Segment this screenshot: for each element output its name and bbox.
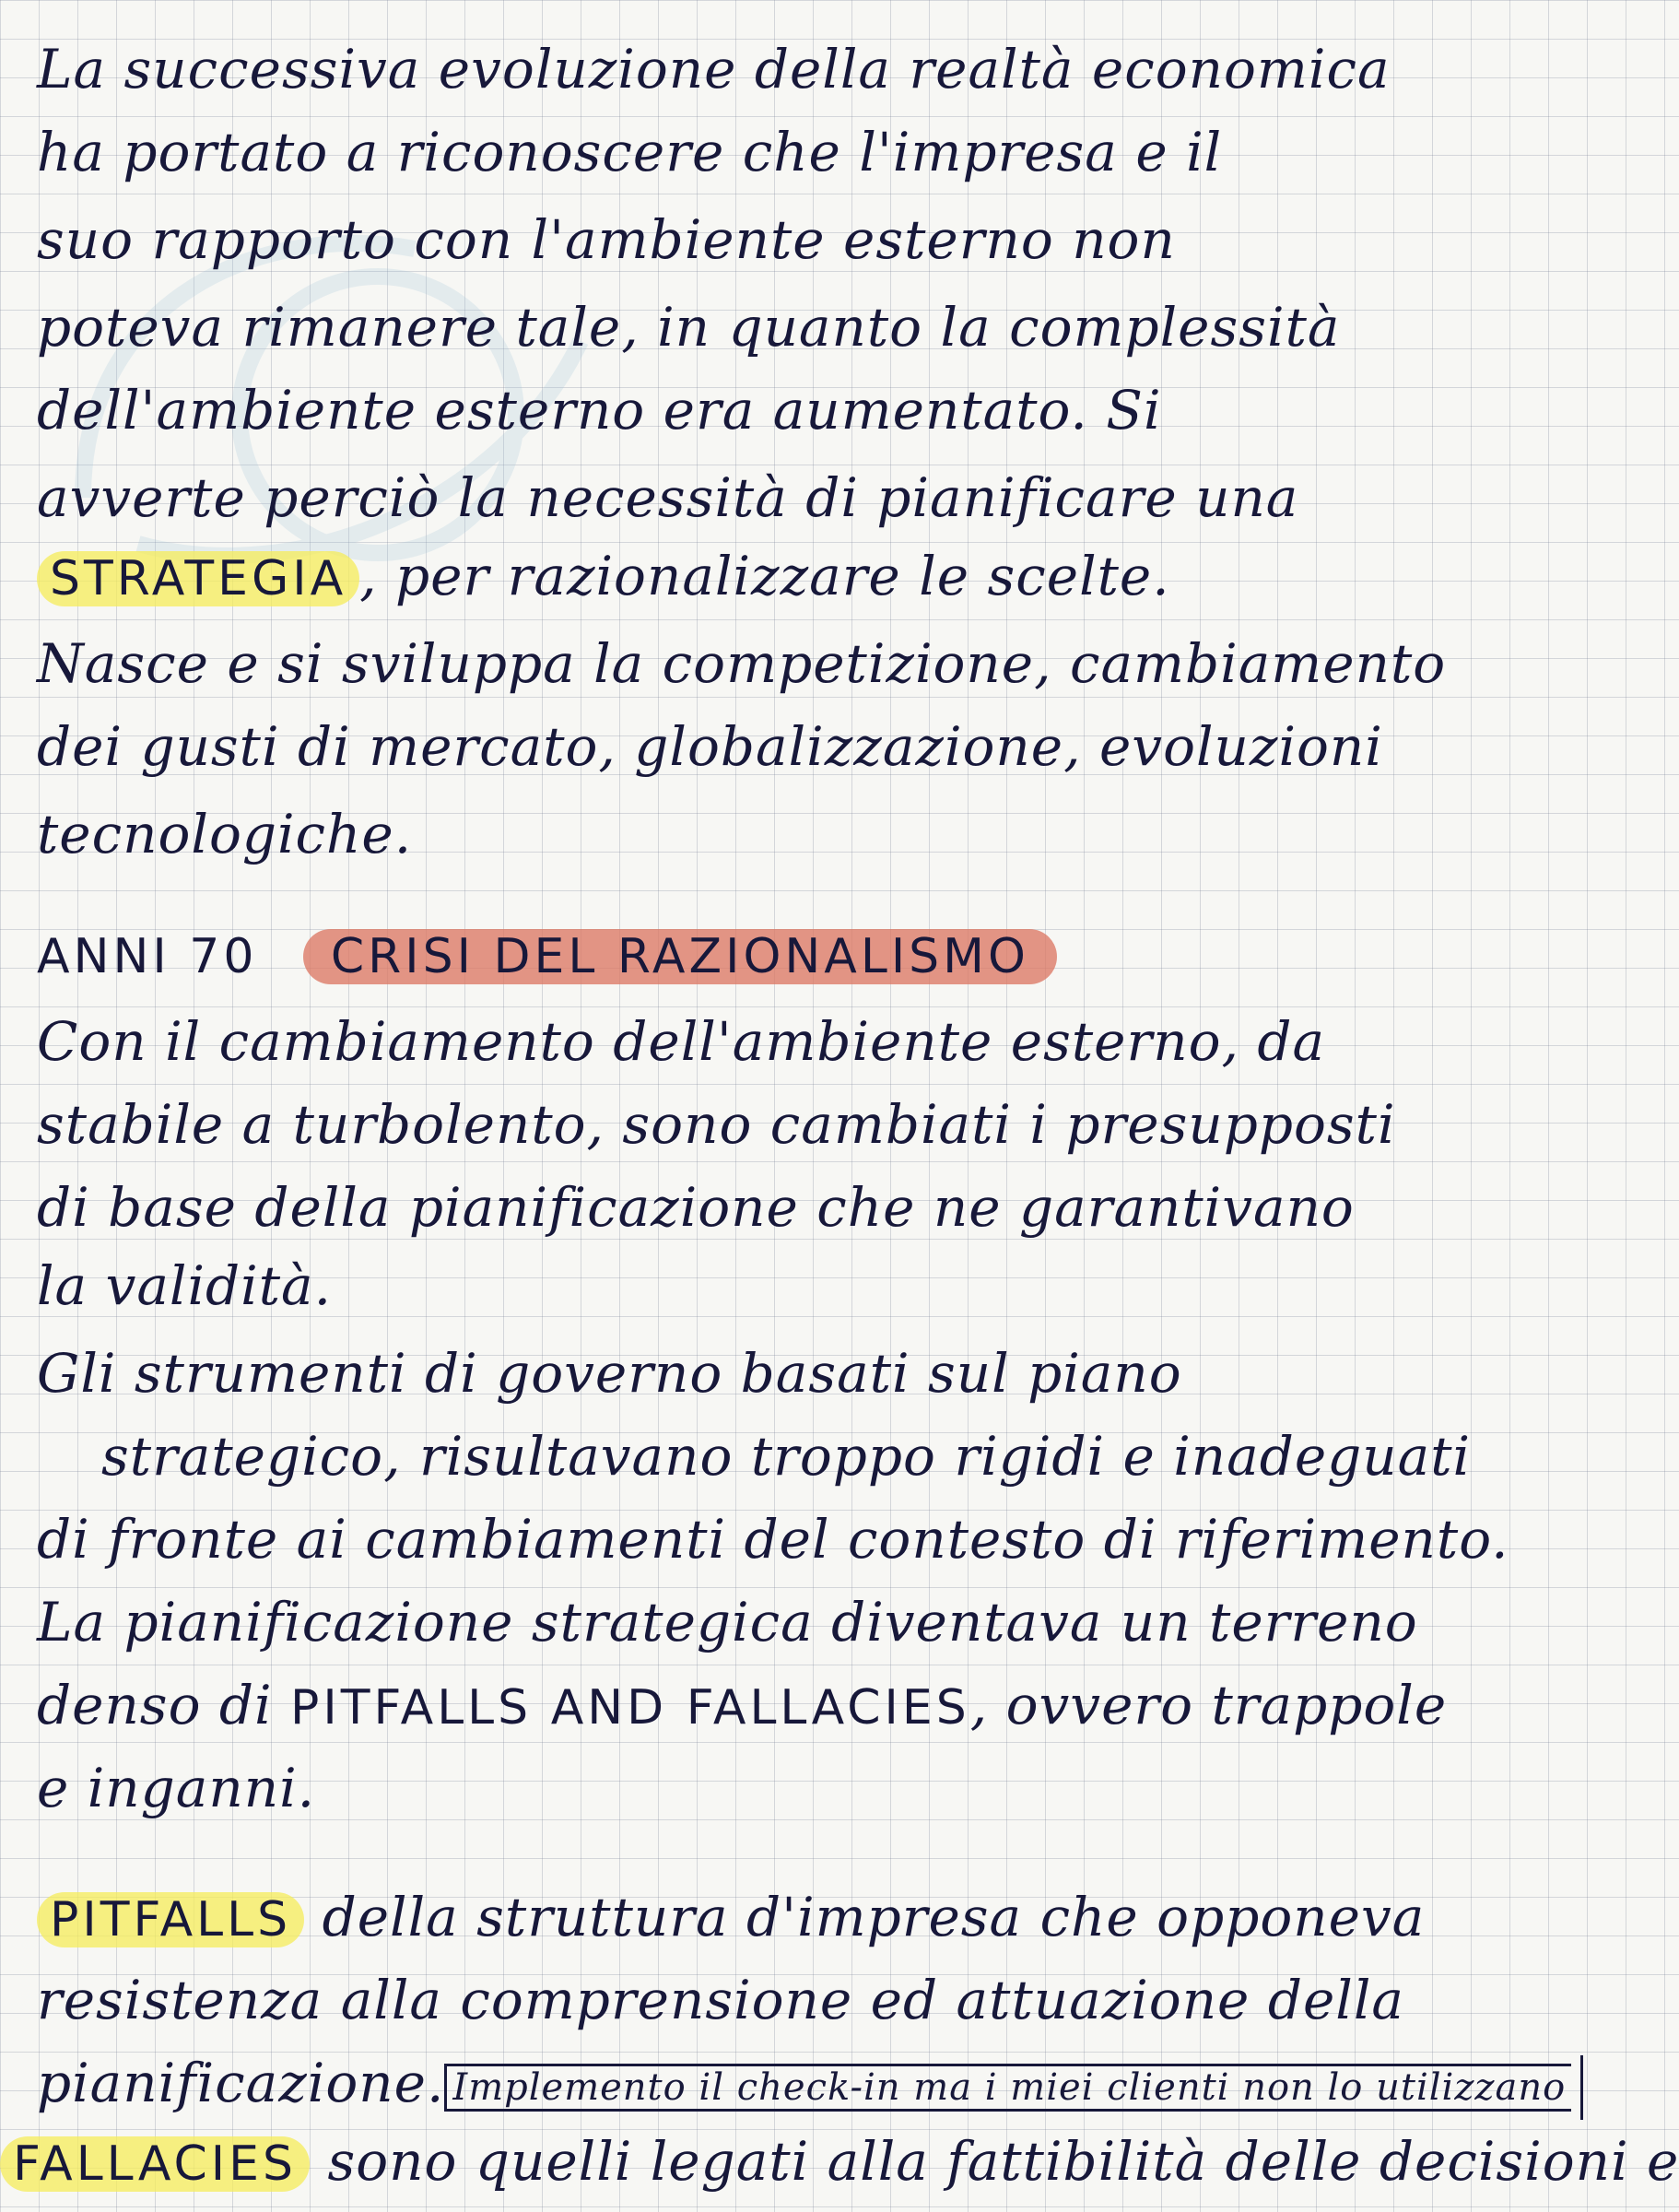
pitfalls-fallacies-label: PITFALLS AND FALLACIES	[290, 1680, 970, 1735]
text-line-15: la validità.	[37, 1254, 333, 1317]
text-line-25-rest: sono quelli legati alla fattibilità delle decisioni e	[327, 2130, 1679, 2193]
text-line-14: di base della pianificazione che ne garantivano	[37, 1176, 1355, 1239]
strategia-highlight: STRATEGIA	[37, 551, 359, 606]
text-line-20	[37, 1673, 1530, 1740]
text-line-12: Con il cambiamento dell'ambiente esterno, da	[37, 1010, 1326, 1073]
text-line-8: Nasce e si sviluppa la competizione, cambiamento	[37, 632, 1447, 695]
bracket-note: Implemento il check-in ma i miei clienti non lo utilizzano	[444, 2064, 1571, 2112]
anni-70-label: ANNI 70	[37, 929, 258, 984]
text-line-24	[37, 2051, 1567, 2120]
crisi-razionalismo-highlight: CRISI DEL RAZIONALISMO	[303, 929, 1057, 984]
text-line-7	[37, 544, 1530, 611]
text-line-22-rest: della struttura d'impresa che opponeva	[322, 1886, 1426, 1948]
text-line-25	[0, 2129, 1679, 2196]
text-line-5: dell'ambiente esterno era aumentato. Si	[37, 379, 1162, 441]
text-line-19: La pianificazione strategica diventava un terreno	[37, 1591, 1418, 1653]
text-line-1: La successiva evoluzione della realtà economica	[37, 38, 1391, 100]
text-line-20-a: denso di	[37, 1674, 273, 1736]
text-line-17: strategico, risultavano troppo rigidi e inadeguati	[101, 1425, 1472, 1488]
text-line-2: ha portato a riconoscere che l'impresa e il	[37, 121, 1223, 183]
text-line-7-rest: , per razionalizzare le scelte.	[359, 545, 1170, 607]
text-line-20-b: , ovvero trappole	[969, 1674, 1448, 1736]
text-line-6: avverte perciò la necessità di pianificare una	[37, 466, 1299, 529]
text-line-24-a: pianificazione.	[37, 2052, 445, 2114]
fallacies-highlight: FALLACIES	[0, 2136, 310, 2192]
text-line-3: suo rapporto con l'ambiente esterno non	[37, 208, 1176, 271]
text-line-16: Gli strumenti di governo basati sul piano	[37, 1342, 1182, 1405]
text-line-22	[37, 1885, 1530, 1952]
text-line-13: stabile a turbolento, sono cambiati i presupposti	[37, 1093, 1396, 1156]
text-line-9: dei gusti di mercato, globalizzazione, evoluzioni	[37, 715, 1383, 778]
text-line-18: di fronte ai cambiamenti del contesto di riferimento.	[37, 1508, 1509, 1571]
text-line-23: resistenza alla comprensione ed attuazione della	[37, 1969, 1404, 2031]
text-line-21: e inganni.	[37, 1757, 316, 1819]
pitfalls-highlight: PITFALLS	[37, 1892, 304, 1947]
text-line-10: tecnologiche.	[37, 803, 413, 865]
bracket-close	[1571, 2055, 1583, 2120]
section-heading	[37, 922, 1530, 989]
text-line-4: poteva rimanere tale, in quanto la complessità	[37, 296, 1341, 359]
